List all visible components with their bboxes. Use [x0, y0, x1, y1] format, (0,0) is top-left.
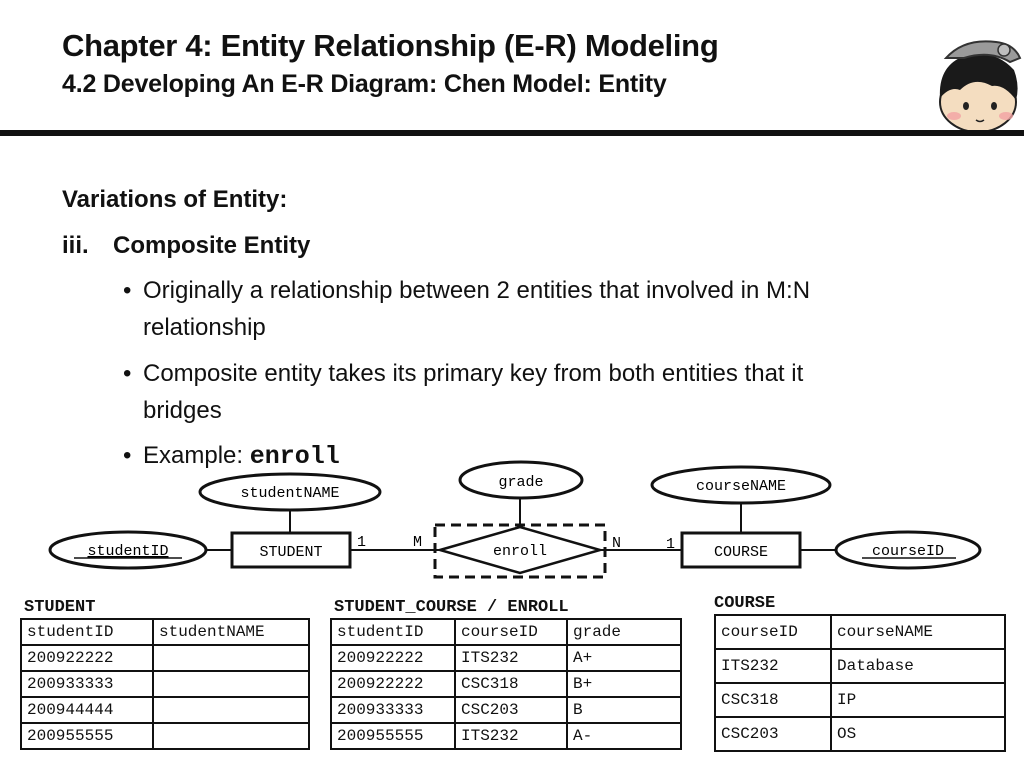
- course-table: [714, 614, 1006, 752]
- table-row: [331, 697, 681, 723]
- table-cell: A-: [567, 723, 681, 749]
- table-cell: B: [567, 697, 681, 723]
- table-cell: 200922222: [331, 645, 455, 671]
- bullet-2-line2: bridges: [143, 397, 222, 424]
- table-header-cell: studentID: [21, 619, 153, 645]
- table-row: [715, 683, 1005, 717]
- table-cell: 200922222: [21, 645, 153, 671]
- table-cell: IP: [831, 683, 1005, 717]
- table-cell: CSC203: [715, 717, 831, 751]
- table-header-cell: grade: [567, 619, 681, 645]
- table-cell: ITS232: [715, 649, 831, 683]
- cardinality-course: 1: [666, 536, 676, 553]
- bullet-1-line2: relationship: [143, 314, 266, 341]
- cardinality-m: M: [413, 534, 423, 551]
- table-cell: B+: [567, 671, 681, 697]
- table-cell: [153, 723, 309, 749]
- bullet-dot: •: [123, 442, 132, 469]
- table-header-cell: courseID: [455, 619, 567, 645]
- attribute-studentid-label: studentID: [87, 543, 169, 560]
- bullet-2-line1: Composite entity takes its primary key from both entities that it: [143, 360, 804, 387]
- attribute-studentname-label: studentNAME: [240, 485, 340, 502]
- example-label: Example:: [143, 442, 244, 469]
- table-row: [715, 649, 1005, 683]
- table-cell: [153, 671, 309, 697]
- enroll-table: [330, 618, 682, 750]
- table-cell: 200955555: [21, 723, 153, 749]
- cardinality-n: N: [612, 535, 622, 552]
- table-header-row: [331, 619, 681, 645]
- table-row: [21, 671, 309, 697]
- student-table-title: STUDENT: [24, 598, 96, 617]
- enroll-table-title: STUDENT_COURSE / ENROLL: [334, 598, 569, 617]
- item-title: Composite Entity: [113, 232, 311, 259]
- course-table-title: COURSE: [714, 594, 776, 613]
- table-row: [331, 723, 681, 749]
- table-cell: [153, 697, 309, 723]
- student-table: [20, 618, 310, 750]
- table-cell: CSC318: [455, 671, 567, 697]
- bullet-1-line1: Originally a relationship between 2 entities that involved in M:N: [143, 277, 811, 304]
- entity-student-label: STUDENT: [259, 544, 323, 561]
- table-header-row: [21, 619, 309, 645]
- table-row: [331, 645, 681, 671]
- table-row: [21, 645, 309, 671]
- table-cell: 200933333: [21, 671, 153, 697]
- table-cell: ITS232: [455, 645, 567, 671]
- slide-subtitle: 4.2 Developing An E-R Diagram: Chen Model: Entity: [62, 70, 667, 98]
- table-row: [331, 671, 681, 697]
- item-number: iii.: [62, 232, 89, 259]
- table-cell: 200955555: [331, 723, 455, 749]
- table-cell: 200933333: [331, 697, 455, 723]
- example-value: enroll: [249, 442, 340, 471]
- table-cell: CSC318: [715, 683, 831, 717]
- table-header-cell: courseNAME: [831, 615, 1005, 649]
- table-header-cell: studentID: [331, 619, 455, 645]
- slide-title: Chapter 4: Entity Relationship (E-R) Modeling: [62, 28, 719, 63]
- bullet-dot: •: [123, 277, 132, 304]
- relationship-enroll-label: enroll: [492, 543, 548, 560]
- table-header-cell: courseID: [715, 615, 831, 649]
- table-cell: A+: [567, 645, 681, 671]
- entity-course-label: COURSE: [713, 544, 769, 561]
- table-cell: 200922222: [331, 671, 455, 697]
- attribute-courseid-label: courseID: [871, 543, 945, 560]
- table-row: [21, 723, 309, 749]
- section-heading: Variations of Entity:: [62, 186, 288, 213]
- table-cell: 200944444: [21, 697, 153, 723]
- table-cell: ITS232: [455, 723, 567, 749]
- bullet-dot: •: [123, 360, 132, 387]
- attribute-grade-label: grade: [498, 474, 544, 491]
- table-cell: [153, 645, 309, 671]
- table-header-row: [715, 615, 1005, 649]
- table-cell: CSC203: [455, 697, 567, 723]
- table-row: [715, 717, 1005, 751]
- table-cell: Database: [831, 649, 1005, 683]
- table-header-cell: studentNAME: [153, 619, 309, 645]
- table-row: [21, 697, 309, 723]
- attribute-coursename-label: courseNAME: [695, 478, 787, 495]
- table-cell: OS: [831, 717, 1005, 751]
- cardinality-student: 1: [357, 534, 367, 551]
